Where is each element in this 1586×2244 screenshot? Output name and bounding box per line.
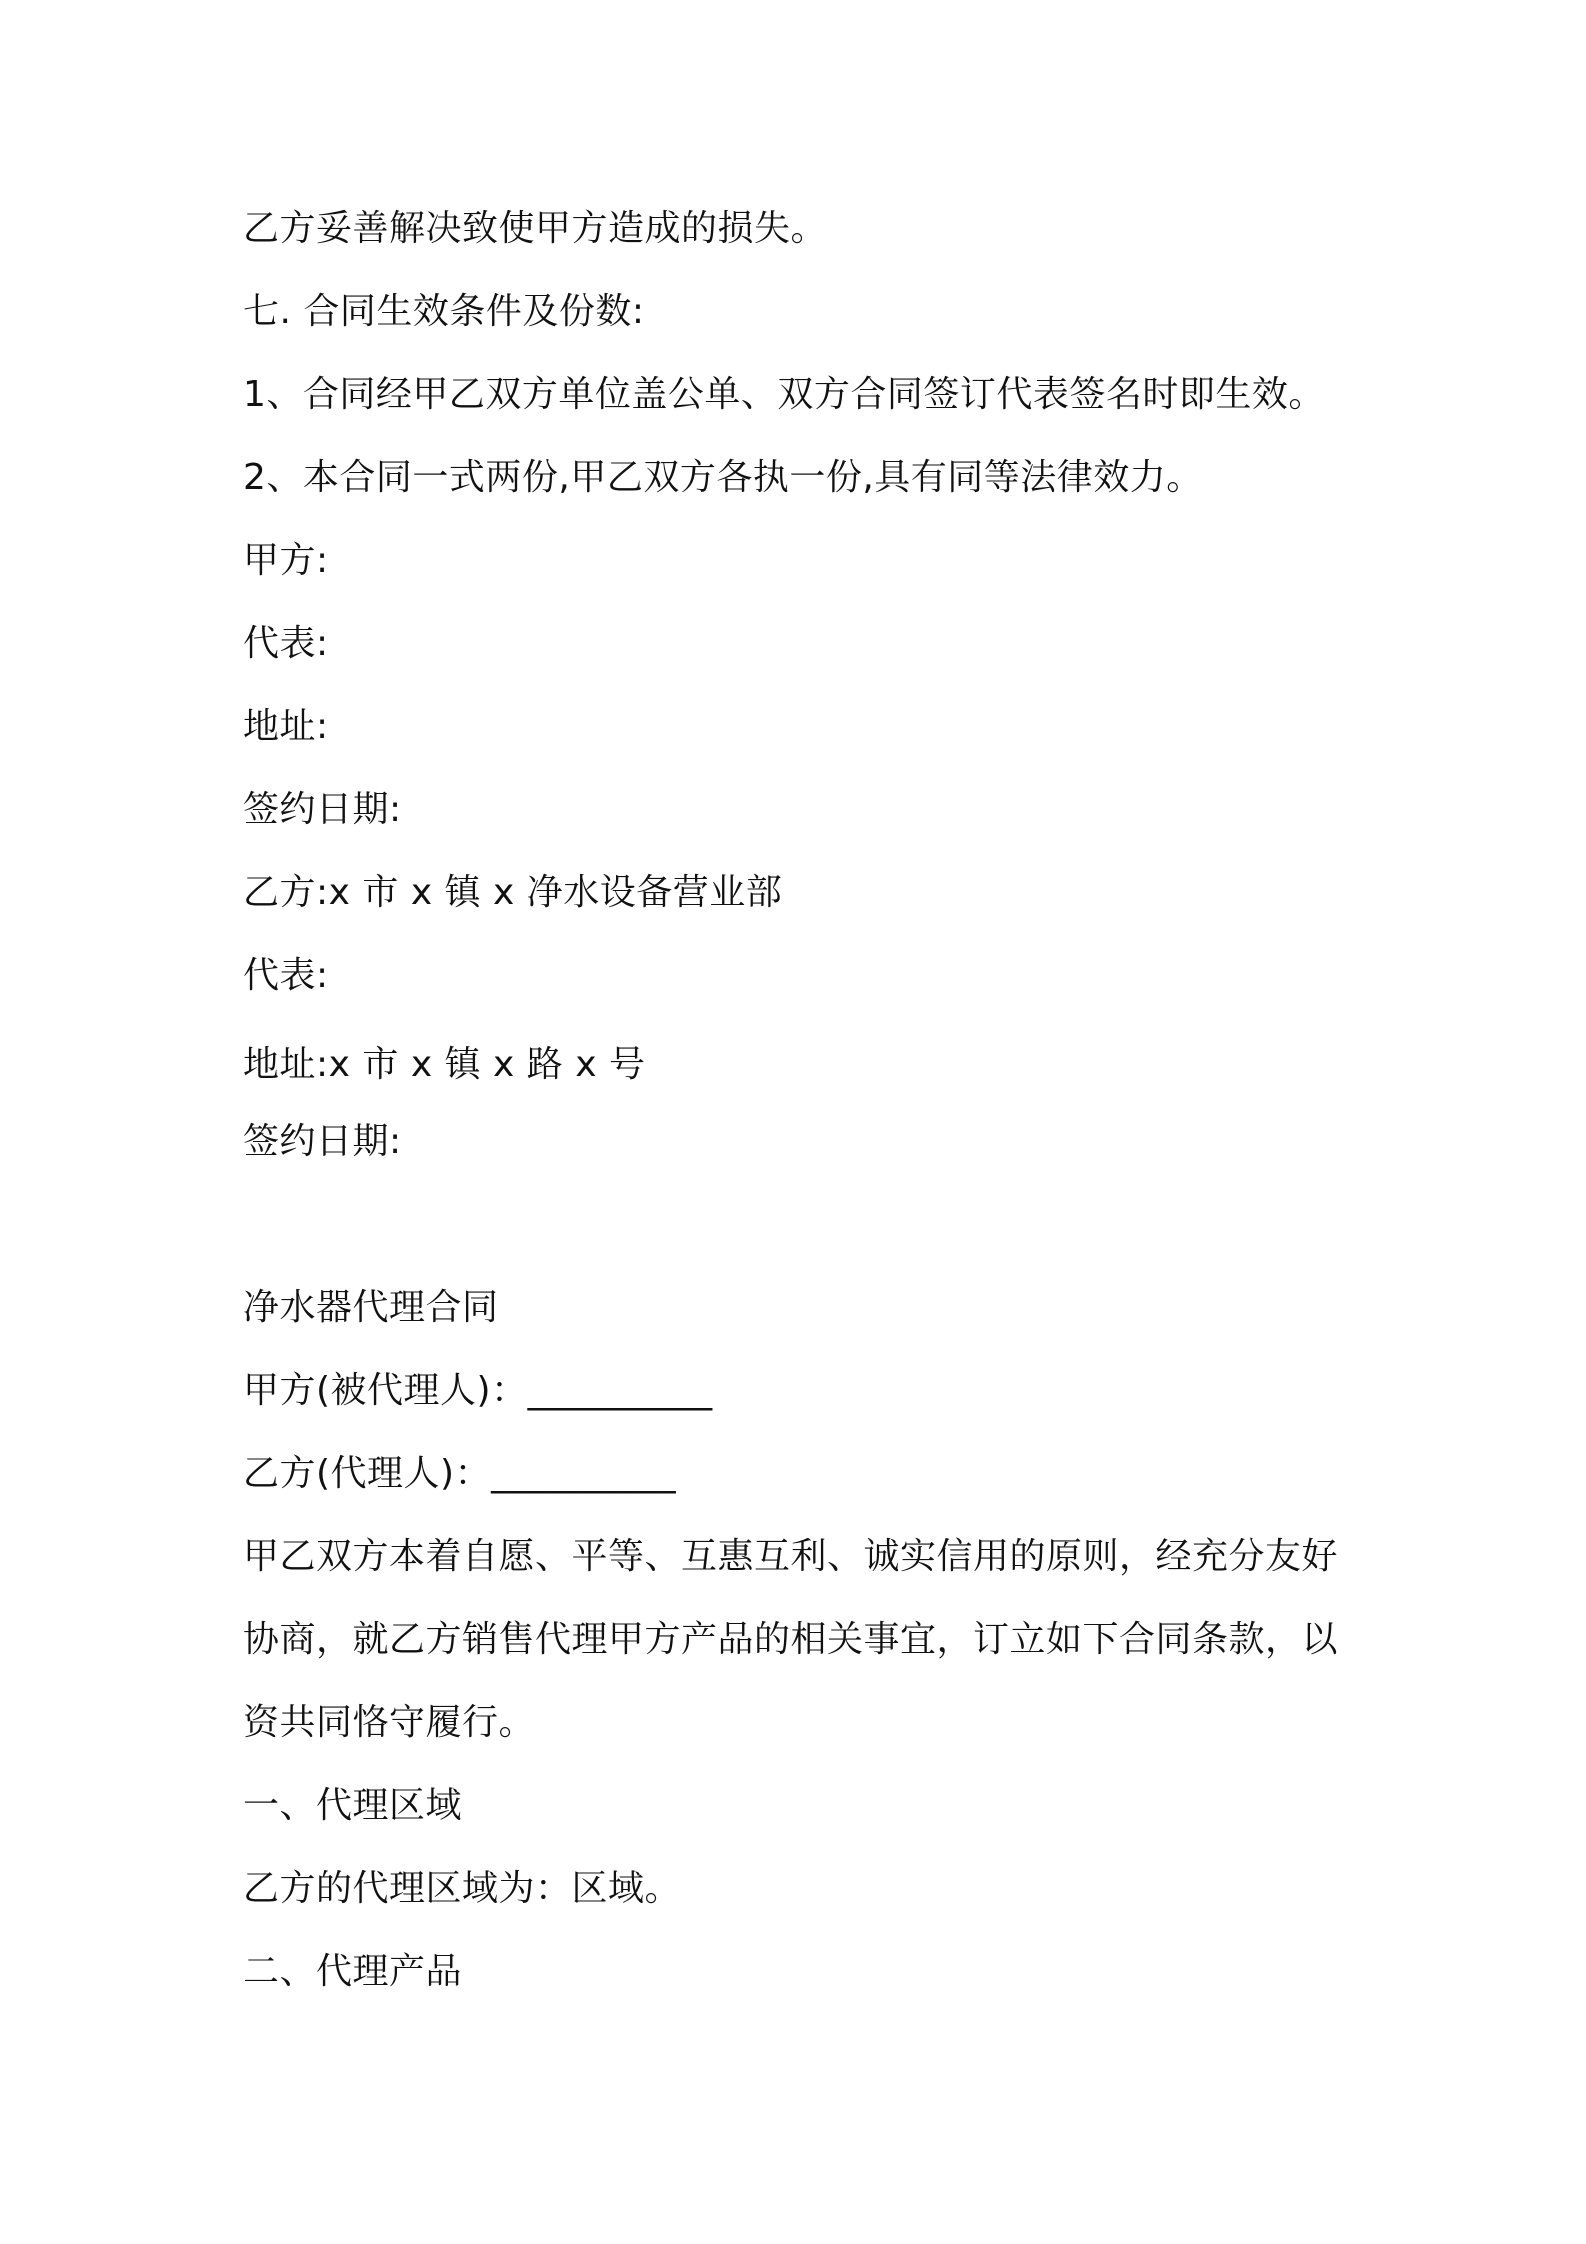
party-b-representative-label: 代表: bbox=[243, 955, 329, 996]
text-line: 1、合同经甲乙双方单位盖公单、双方合同签订代表签名时即生效。 bbox=[243, 374, 1325, 415]
party-a-label: 甲方: bbox=[243, 540, 329, 581]
document-title: 净水器代理合同 bbox=[243, 1287, 499, 1328]
party-a-date-label: 签约日期: bbox=[243, 789, 402, 830]
section-heading: 七. 合同生效条件及份数: bbox=[243, 291, 645, 332]
paragraph-line: 资共同恪守履行。 bbox=[243, 1702, 536, 1743]
text-line: 乙方的代理区域为：区域。 bbox=[243, 1868, 682, 1909]
party-a-field: 甲方(被代理人)：__________ bbox=[243, 1370, 713, 1411]
party-b-address-label: 地址:x 市 x 镇 x 路 x 号 bbox=[243, 1044, 646, 1085]
party-b-date-label: 签约日期: bbox=[243, 1121, 402, 1162]
party-b-label: 乙方:x 市 x 镇 x 净水设备营业部 bbox=[243, 872, 783, 913]
text-line: 2、本合同一式两份,甲乙双方各执一份,具有同等法律效力。 bbox=[243, 457, 1203, 498]
party-a-address-label: 地址: bbox=[243, 706, 329, 747]
paragraph-line: 协商，就乙方销售代理甲方产品的相关事宜，订立如下合同条款，以 bbox=[243, 1619, 1339, 1660]
party-b-field: 乙方(代理人)：__________ bbox=[243, 1453, 677, 1494]
text-line: 乙方妥善解决致使甲方造成的损失。 bbox=[243, 208, 828, 249]
section-heading: 一、代理区域 bbox=[243, 1785, 463, 1826]
section-heading: 二、代理产品 bbox=[243, 1951, 463, 1992]
paragraph-line: 甲乙双方本着自愿、平等、互惠互利、诚实信用的原则，经充分友好 bbox=[243, 1536, 1339, 1577]
party-a-representative-label: 代表: bbox=[243, 623, 329, 664]
